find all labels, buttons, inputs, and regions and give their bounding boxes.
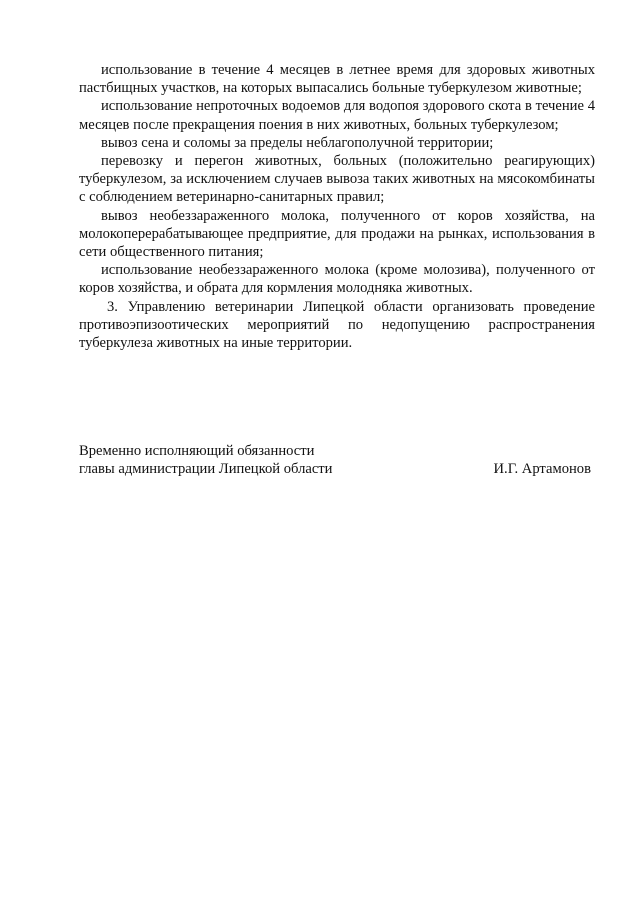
signature-line <box>79 460 591 478</box>
paragraph-milk-export: вывоз необеззараженного молока, полученного от коров хозяйства, на молокоперерабатывающее предприятие, для продажи на рынках, использования в сети общественного питания; <box>79 207 595 261</box>
paragraph-milk-feeding: использование необеззараженного молока (кроме молозива), полученного от коров хозяйства, и обрата для кормления молодняка животных. <box>79 262 595 297</box>
paragraph-pasture-use: использование в течение 4 месяцев в летнее время для здоровых животных пастбищных участков, на которых выпасались больные туберкулезом животные; <box>79 62 595 97</box>
paragraph-item-3: 3. Управлению ветеринарии Липецкой области организовать проведение противоэпизоотических мероприятий по недопущению распространения туберкулеза животных на иные территории. <box>79 298 595 352</box>
paragraph-water-use: использование непроточных водоемов для водопоя здорового скота в течение 4 месяцев после прекращения поения в них животных, больных туберкулезом; <box>79 98 595 133</box>
paragraph-hay-export: вывоз сена и соломы за пределы неблагополучной территории; <box>101 134 494 151</box>
signature-position-line2: главы администрации Липецкой области <box>79 461 333 478</box>
document-body <box>79 61 595 352</box>
signature-position-line1: Временно исполняющий обязанности <box>79 443 315 459</box>
paragraph-animal-transport: перевозку и перегон животных, больных (положительно реагирующих) туберкулезом, за исключением случаев вывоза таких животных на мясокомбинаты с соблюдением ветеринарно-санитарных правил; <box>79 153 595 206</box>
signatory-name: И.Г. Артамонов <box>493 461 591 478</box>
signature-block <box>79 442 591 479</box>
